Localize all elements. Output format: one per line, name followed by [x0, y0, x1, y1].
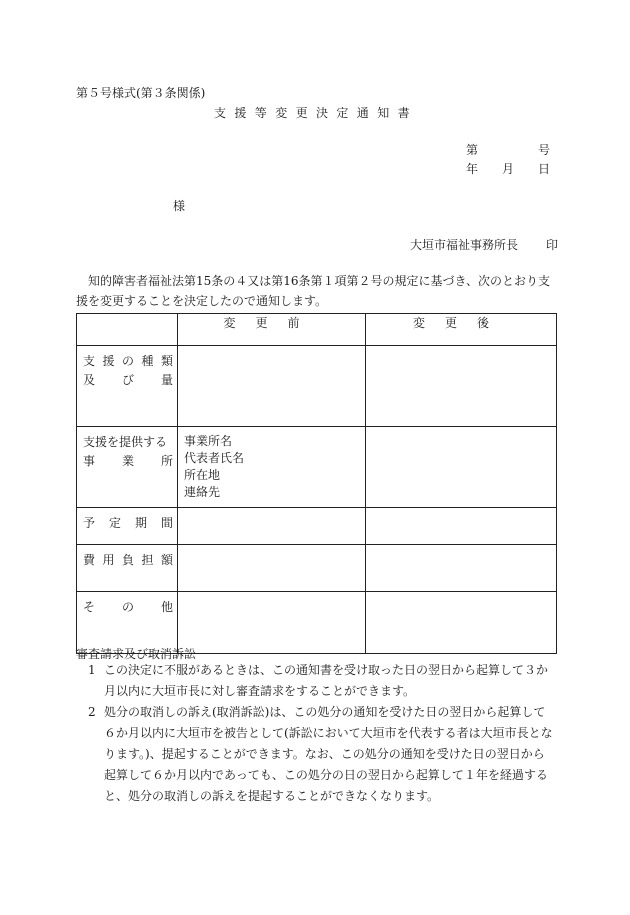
cost-after-cell — [366, 545, 557, 592]
note-number: 2 — [88, 705, 96, 719]
header-after: 変更後 — [366, 314, 557, 346]
label-cost: 費 用 負 担 額 — [77, 545, 178, 592]
intro-paragraph: 知的障害者福祉法第15条の４又は第16条第１項第２号の規定に基づき、次のとおり支援を変更することを決定したので通知します。 — [76, 274, 551, 308]
other-after-cell — [366, 592, 557, 654]
label-other: そ の 他 — [77, 592, 178, 654]
table-row — [77, 427, 557, 508]
form-number: 第５号様式(第３条関係) — [76, 86, 206, 100]
field-contact: 連絡先 — [184, 485, 221, 499]
document-title: 支援等変更決定通知書 — [214, 106, 419, 120]
sender-name: 大垣市福祉事務所長 — [410, 238, 519, 252]
table-row — [77, 545, 557, 592]
note-text: 処分の取消しの訴え(取消訴訟)は、この処分の通知を受けた日の翌日から起算して６か月以内に大垣市を被告として(訴訟において大垣市を代表する者は大垣市長となります。)、提起することができます。なお、この処分の通知を受けた日の翌日から起算して６か月以内であっても、この処分の日の翌日から起算して１年を経過すると、処分の取消しの訴えを提起することができなくなります。 — [104, 705, 553, 803]
date-line — [466, 160, 550, 177]
field-address: 所在地 — [184, 468, 221, 482]
cost-before-cell — [178, 545, 366, 592]
note-number: 1 — [88, 663, 96, 677]
note-item — [76, 660, 556, 702]
table-header-row — [77, 314, 557, 346]
period-before-cell — [178, 508, 366, 545]
kind-after-cell — [366, 346, 557, 427]
office-after-cell — [366, 427, 557, 508]
kind-before-cell — [178, 346, 366, 427]
period-after-cell — [366, 508, 557, 545]
date-year: 年 — [466, 162, 479, 176]
notes-title: 審査請求及び取消訴訟 — [76, 647, 197, 661]
number-prefix: 第 — [466, 143, 479, 157]
document-number-line — [466, 141, 550, 158]
header-blank — [77, 314, 178, 346]
sender-line — [410, 236, 558, 253]
change-table — [76, 313, 557, 654]
label-period: 予 定 期 間 — [77, 508, 178, 545]
field-representative: 代表者氏名 — [184, 451, 245, 465]
label-provider-office: 支援を提供する 事 業 所 — [77, 427, 178, 508]
table-row — [77, 508, 557, 545]
note-text: この決定に不服があるときは、この通知書を受け取った日の翌日から起算して３か月以内に大垣市長に対し審査請求をすることができます。 — [104, 663, 549, 698]
label-kind-amount: 支 援 の 種 類 及 び 量 — [77, 346, 178, 427]
field-office-name: 事業所名 — [184, 434, 233, 448]
note-item — [76, 702, 556, 807]
header-before: 変更前 — [178, 314, 366, 346]
table-row — [77, 346, 557, 427]
seal-mark: 印 — [546, 238, 559, 252]
date-month: 月 — [501, 162, 514, 176]
other-before-cell — [178, 592, 366, 654]
addressee: 様 — [173, 199, 186, 213]
date-day: 日 — [537, 162, 550, 176]
number-suffix: 号 — [537, 143, 550, 157]
office-before-cell — [178, 427, 366, 508]
